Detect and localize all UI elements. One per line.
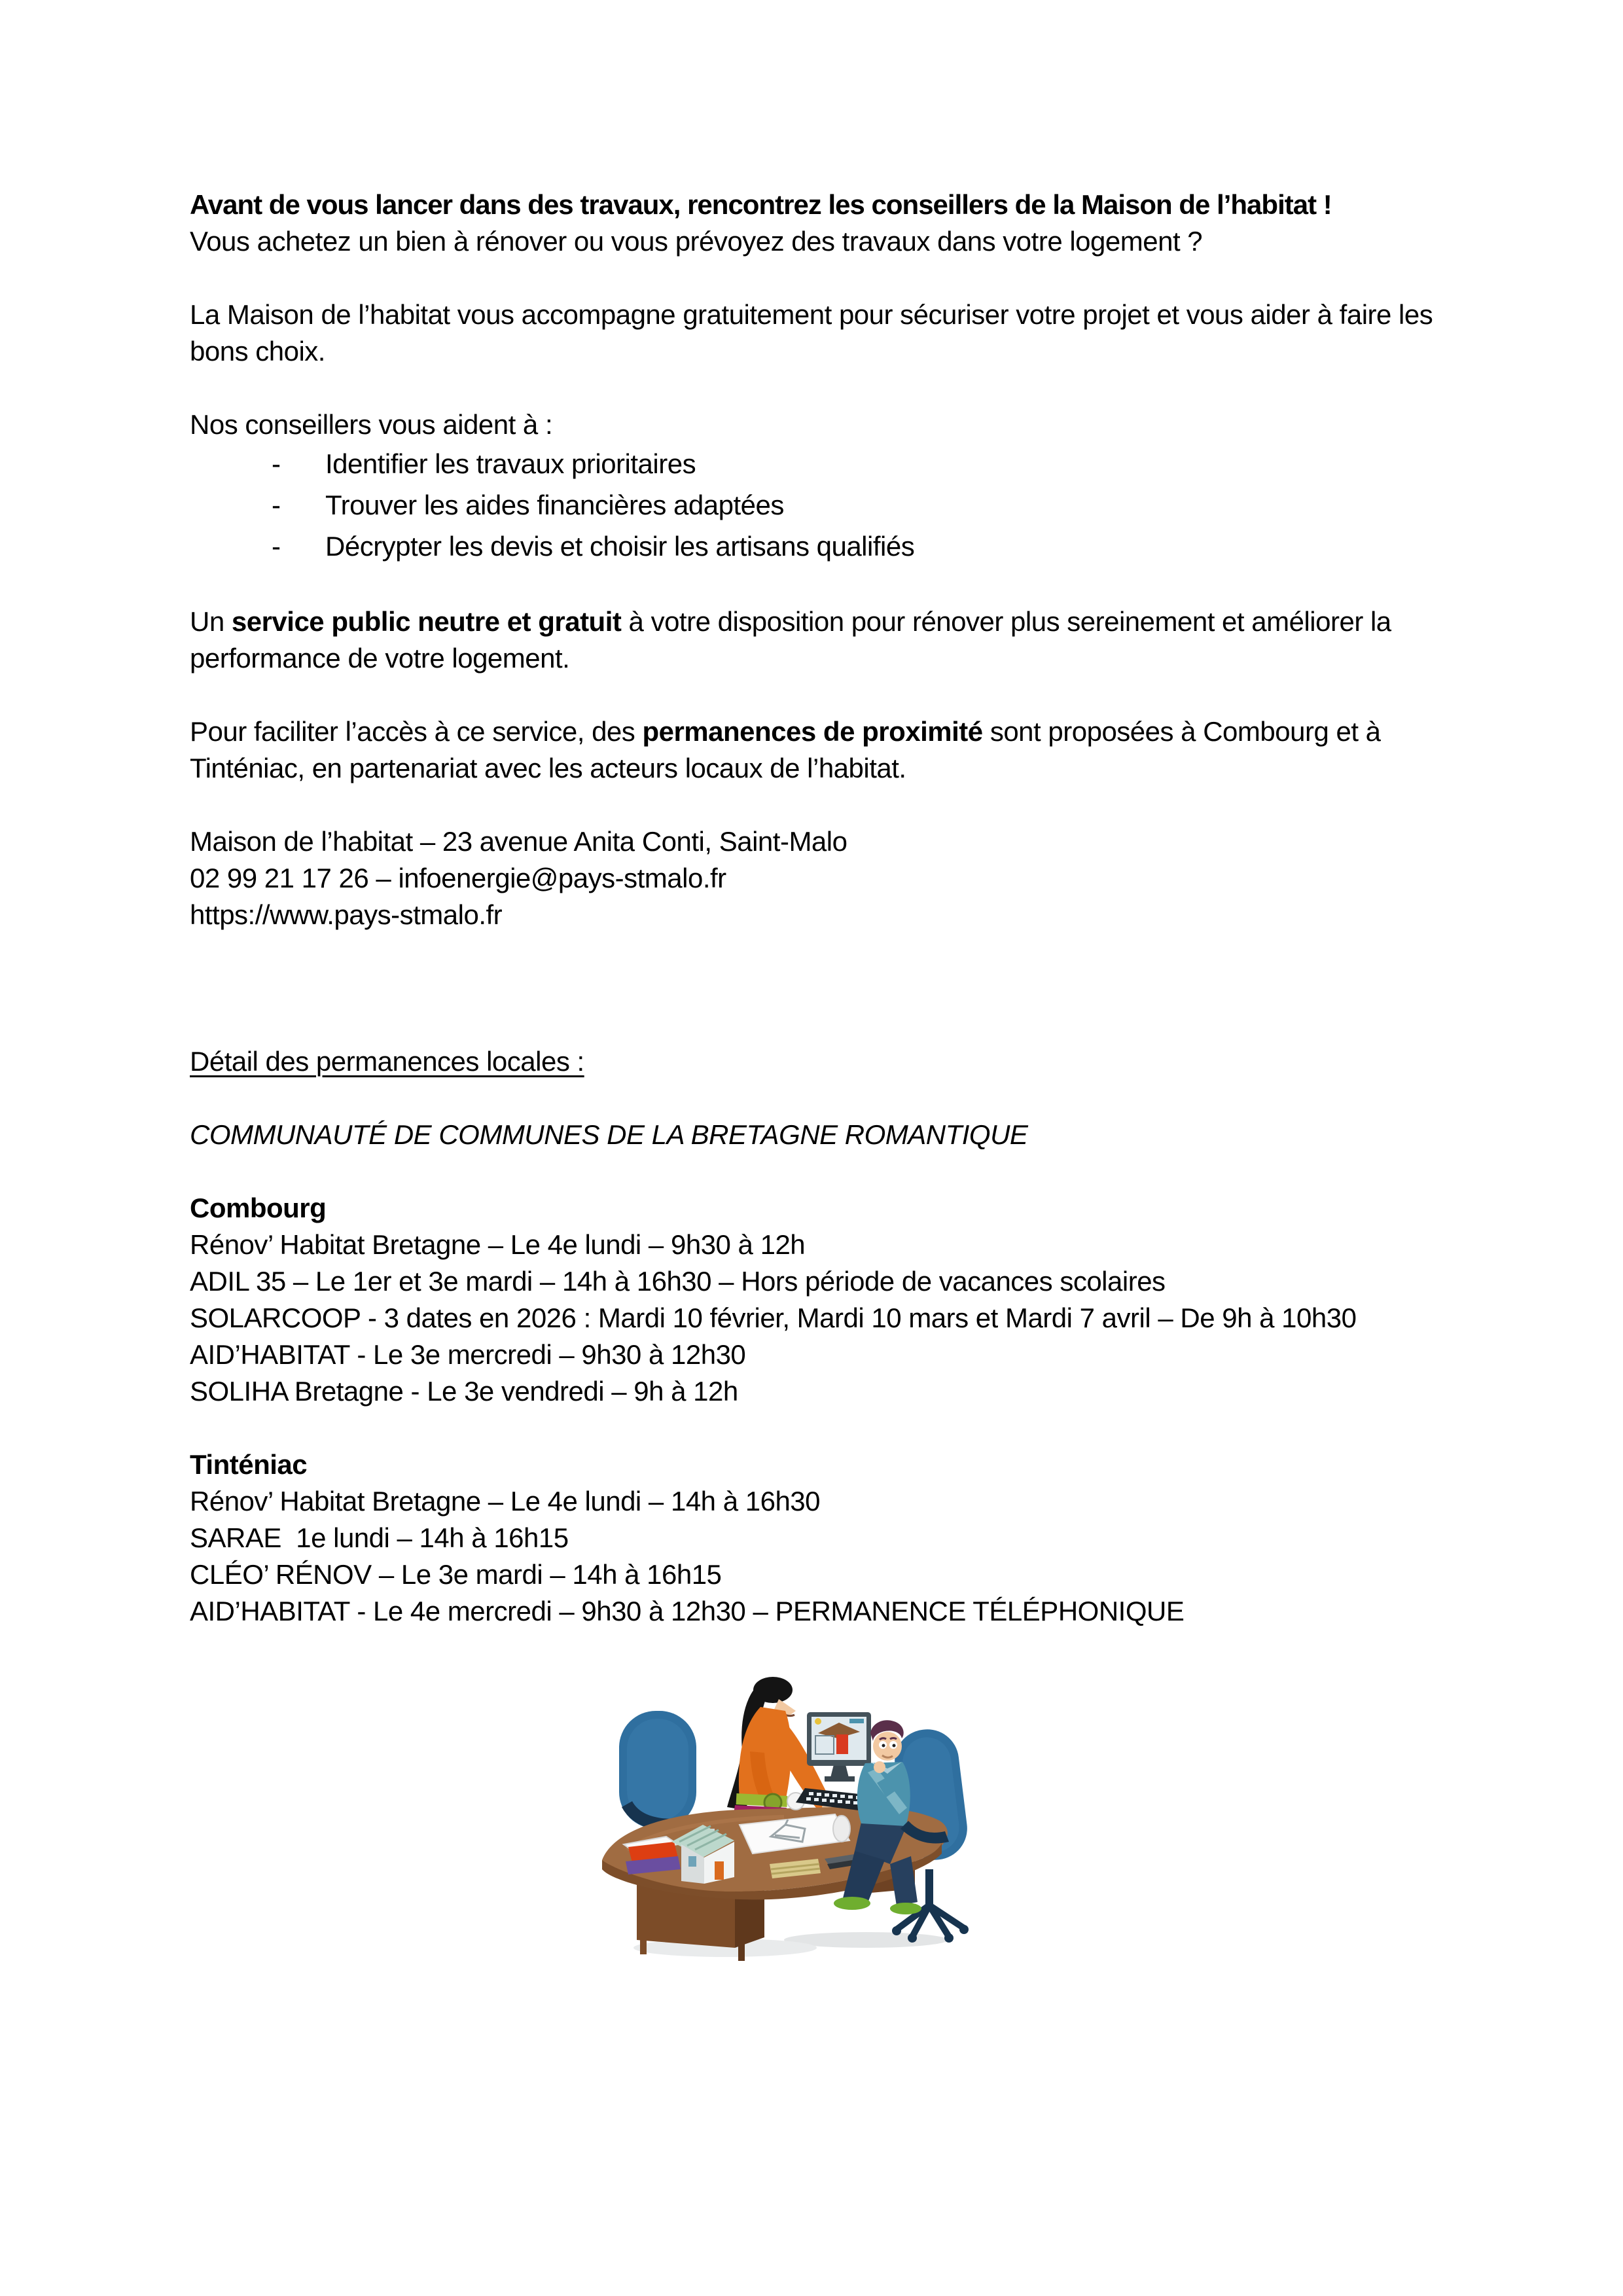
spacer	[190, 370, 1459, 406]
bullet-item	[272, 526, 1459, 567]
document-content	[190, 187, 1459, 1971]
contact-phone-email: 02 99 21 17 26 – infoenergie@pays-stmalo.fr	[190, 863, 726, 893]
permanence-line: AID’HABITAT - Le 4e mercredi – 9h30 à 12h30 – PERMANENCE TÉLÉPHONIQUE	[190, 1596, 1185, 1626]
location-combourg: Combourg	[190, 1193, 327, 1223]
bullet-dash: -	[272, 448, 281, 479]
permanence-line: SOLARCOOP - 3 dates en 2026 : Mardi 10 février, Mardi 10 mars et Mardi 7 avril – De 9h à 10h30	[190, 1302, 1357, 1333]
contact-address: Maison de l’habitat – 23 avenue Anita Conti, Saint-Malo	[190, 826, 847, 857]
spacer	[190, 1080, 1459, 1117]
permanence-line: Rénov’ Habitat Bretagne – Le 4e lundi – 9h30 à 12h	[190, 1229, 806, 1260]
document-title: Avant de vous lancer dans des travaux, rencontrez les conseillers de la Maison de l’habitat !	[190, 189, 1332, 220]
region-name: COMMUNAUTÉ DE COMMUNES DE LA BRETAGNE ROMANTIQUE	[190, 1119, 1028, 1150]
location-tinteniac: Tinténiac	[190, 1449, 308, 1480]
details-title-text: Détail des permanences locales :	[190, 1046, 584, 1077]
bullet-item	[272, 484, 1459, 526]
spacer	[190, 677, 1459, 713]
bullet-dash: -	[272, 490, 281, 520]
proximity-prefix: Pour faciliter l’accès à ce service, des	[190, 716, 643, 747]
service-suffix: à votre disposition pour rénover plus sereinement et améliorer la performance de votre logement.	[190, 606, 1391, 673]
permanence-line: SOLIHA Bretagne - Le 3e vendredi – 9h à 12h	[190, 1376, 738, 1407]
contact-website: https://www.pays-stmalo.fr	[190, 899, 503, 930]
spacer	[190, 787, 1459, 823]
permanence-line: Rénov’ Habitat Bretagne – Le 4e lundi – 14h à 16h30	[190, 1486, 821, 1516]
meeting-illustration	[575, 1673, 980, 1971]
spacer	[190, 933, 1459, 1043]
bullet-item	[272, 443, 1459, 484]
intro-paragraph: La Maison de l’habitat vous accompagne gratuitement pour sécuriser votre projet et vous aider à faire les bons choix.	[190, 299, 1433, 367]
service-paragraph	[190, 603, 1459, 677]
office-chair-left-icon	[619, 1711, 696, 1832]
spacer	[190, 567, 1459, 603]
proximity-paragraph	[190, 713, 1459, 787]
permanence-line: CLÉO’ RÉNOV – Le 3e mardi – 14h à 16h15	[190, 1559, 722, 1590]
permanence-line: ADIL 35 – Le 1er et 3e mardi – 14h à 16h30 – Hors période de vacances scolaires	[190, 1266, 1166, 1297]
advisors-lead: Nos conseillers vous aident à :	[190, 409, 553, 440]
proximity-bold: permanences de proximité	[642, 716, 983, 747]
bullet-text: Trouver les aides financières adaptées	[325, 490, 784, 520]
service-bold: service public neutre et gratuit	[231, 606, 622, 637]
spacer	[190, 1410, 1459, 1446]
bullet-text: Décrypter les devis et choisir les artisans qualifiés	[325, 531, 915, 562]
spacer	[190, 1153, 1459, 1190]
intro-question: Vous achetez un bien à rénover ou vous prévoyez des travaux dans votre logement ?	[190, 226, 1203, 257]
bullet-dash: -	[272, 531, 281, 562]
advisor-client-desk-illustration	[575, 1673, 980, 1971]
proximity-suffix: sont proposées à Combourg et à Tinténiac, en partenariat avec les acteurs locaux de l’habitat.	[190, 716, 1381, 783]
books-icon	[624, 1837, 681, 1874]
spacer	[190, 260, 1459, 296]
permanence-line: SARAE 1e lundi – 14h à 16h15	[190, 1522, 569, 1553]
details-title	[190, 1043, 1459, 1080]
bullet-text: Identifier les travaux prioritaires	[325, 448, 696, 479]
monitor-icon	[807, 1712, 871, 1782]
service-prefix: Un	[190, 606, 232, 637]
permanence-line: AID’HABITAT - Le 3e mercredi – 9h30 à 12h30	[190, 1339, 746, 1370]
